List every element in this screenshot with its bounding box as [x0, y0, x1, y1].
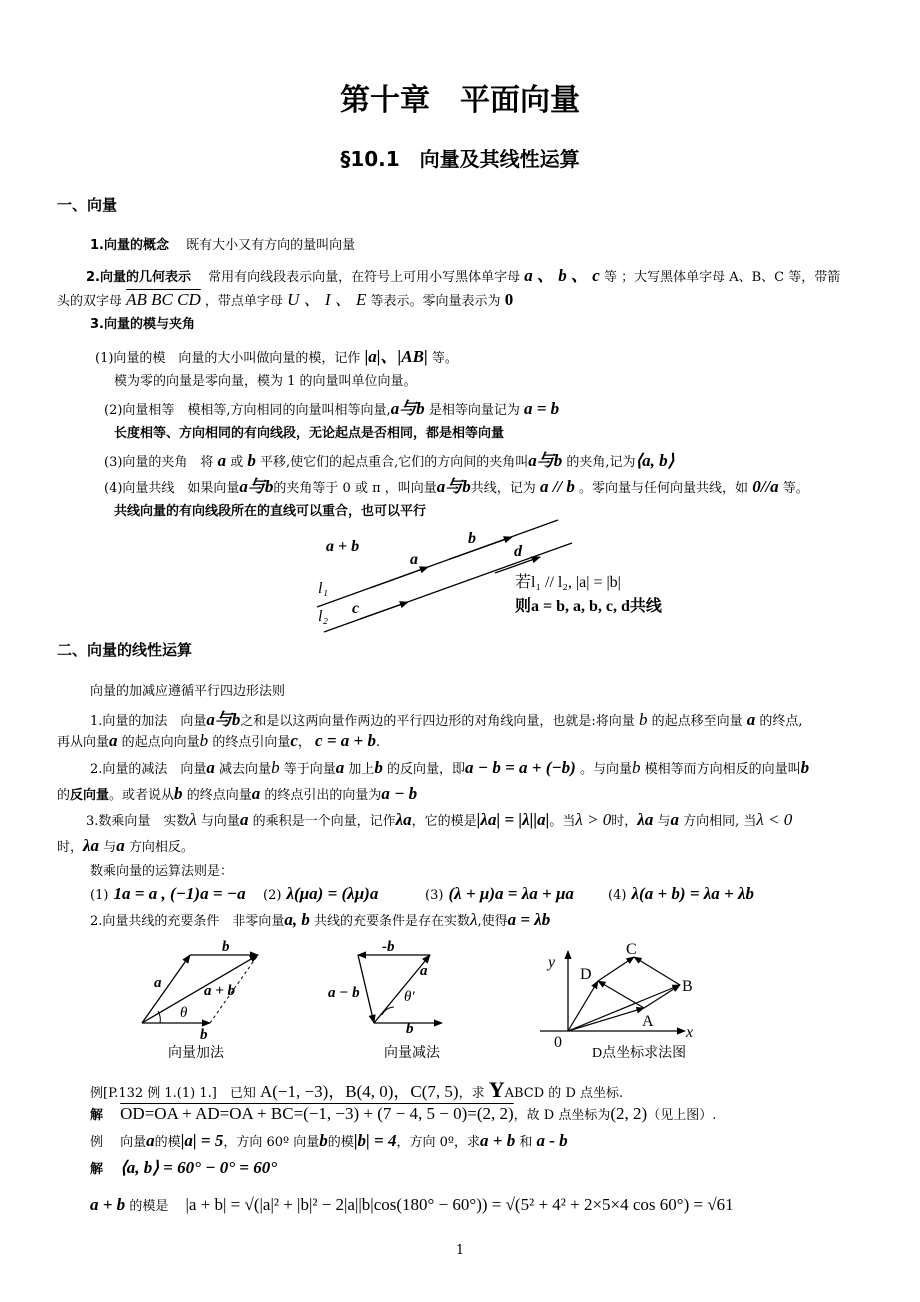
mod-line1: [95, 342, 458, 367]
ang-sym3: a与b: [528, 451, 563, 470]
eq-1-sym2: a = b: [523, 399, 560, 418]
ang-1: (3)向量的夹角 将: [104, 455, 214, 470]
rule1-num: (1): [90, 888, 109, 903]
add-2: 之和是以这两向量作两边的平行四边形的对角线向量，也就是:将向量: [240, 714, 635, 729]
subtraction-diagram: [328, 939, 442, 1061]
coordinate-diagram: [540, 941, 693, 1061]
geo-dotted: U 、 I 、 E: [287, 290, 367, 309]
sol3-sym: a + b: [90, 1195, 126, 1214]
mod-1-end: 等。: [431, 351, 458, 366]
sub-9: 的终点向量: [186, 788, 252, 803]
add-sym2: b: [638, 710, 648, 729]
sub-line1: [90, 758, 809, 778]
label-d: d: [514, 543, 522, 560]
sub-sym8: b: [174, 784, 183, 803]
label-a: a: [410, 551, 418, 568]
mod-heading: 3.向量的模与夹角: [90, 317, 195, 332]
col-1: (4)向量共线 如果向量: [104, 481, 240, 496]
rule4: λ(a + b) = λa + λb: [631, 884, 755, 903]
ex2-a: 向量: [120, 1135, 147, 1150]
mul-sym6: λa: [637, 810, 654, 829]
col-sym2: a与b: [436, 477, 471, 496]
cond-2: 共线的充要条件是存在实数: [314, 914, 471, 929]
heading-linear-ops: 二、向量的线性运算: [57, 641, 193, 659]
solution1-line: [90, 1104, 716, 1124]
add-sym4: a: [109, 731, 118, 750]
collinear-line: [104, 472, 809, 497]
sub-2: 减去向量: [219, 762, 272, 777]
concept-label: 1.向量的概念: [90, 238, 169, 253]
ex2-f: 和: [519, 1135, 533, 1150]
vector-BC: [634, 957, 680, 985]
add-line1: [90, 705, 803, 730]
add-1: 1.向量的加法 向量: [90, 714, 207, 729]
mul-sym5: λ > 0: [575, 810, 612, 829]
ex1-points: A(−1, −3)，B(4, 0)，C(7, 5): [259, 1082, 459, 1101]
mul-sym8: λ < 0: [756, 810, 793, 829]
mul-3: 的乘积是一个向量，记作: [252, 814, 396, 829]
rule4-num: (4): [608, 888, 627, 903]
eq-1-b: 是相等向量记为: [428, 403, 520, 418]
sub-3: 等于向量: [283, 762, 336, 777]
mul-1: 3.数乘向量 实数: [86, 814, 190, 829]
sub-label-amb: a − b: [328, 985, 360, 1001]
sub-5: 的反向量，即: [387, 762, 466, 777]
add-sym7: c = a + b: [315, 731, 376, 750]
geo-line2-a: 头的双字母: [57, 294, 123, 309]
ex2-d: 的模: [327, 1135, 354, 1150]
sol3-a: 的模是: [129, 1199, 169, 1214]
add-8: ，: [297, 735, 311, 750]
concept-line: [90, 234, 355, 253]
cond-sym1: a, b: [284, 910, 310, 929]
eq-line: [104, 394, 559, 419]
rule3-num: (3): [425, 888, 444, 903]
mul-8: 方向相同, 当: [683, 814, 757, 829]
vector-AD: [598, 981, 644, 1008]
col-4: 。零向量与任何向量共线，如: [579, 481, 749, 496]
mul-4: ，它的模是: [411, 814, 477, 829]
parallelogram-symbol: Y: [488, 1077, 505, 1102]
ang-sym2: b: [247, 451, 256, 470]
add-label-ab: a + b: [204, 983, 236, 999]
sub-sym9: a: [251, 784, 261, 803]
sub-label-mb: -b: [382, 939, 395, 955]
sol2-label: 解: [90, 1162, 104, 1177]
mul-sym7: a: [670, 810, 679, 829]
sub-sym7: b: [800, 758, 810, 777]
col-5: 等。: [782, 481, 809, 496]
add-sym5: b: [199, 731, 209, 750]
mul-2: 与向量: [200, 814, 240, 829]
mod-1-sym: |a|、|AB|: [364, 347, 428, 366]
ex1-a: 例[P.132 例 1.(1) 1.] 已知: [90, 1086, 256, 1101]
solution2-line: [90, 1158, 277, 1178]
section-title: §10.1 向量及其线性运算: [340, 147, 580, 171]
ex2-e: ，方向 0º，求: [396, 1135, 481, 1150]
coord-caption: D点坐标求法图: [592, 1046, 687, 1061]
sub-8a: 的: [57, 788, 71, 803]
mod-line2: 模为零的向量是零向量，模为 1 的向量叫单位向量。: [114, 374, 417, 389]
solution3-line: [90, 1195, 734, 1215]
label-x: x: [686, 1024, 694, 1041]
geo-pairs: AB BC CD: [126, 290, 201, 309]
ex2-label: 例: [90, 1135, 104, 1150]
rule2-num: (2): [263, 888, 282, 903]
add-label-a: a: [154, 975, 162, 991]
geo-line2-b: ，带点单字母: [204, 294, 283, 309]
ang-2: 或: [230, 455, 244, 470]
cond-3: ,使得: [477, 914, 508, 929]
mod-1: (1)向量的模 向量的大小叫做向量的模，记作: [95, 351, 361, 366]
ex2-sym3: b: [319, 1131, 328, 1150]
sub-sym1: a: [206, 758, 215, 777]
col-bold: 共线向量的有向线段所在的直线可以重合，也可以平行: [114, 504, 427, 519]
add-label-theta: θ: [180, 1005, 188, 1021]
cond-1: 2.向量共线的充要条件 非零向量: [90, 914, 285, 929]
chapter-title: 第十章 平面向量: [340, 83, 580, 118]
mul-9: 时，: [57, 840, 84, 855]
ex2-sym6: a - b: [536, 1131, 568, 1150]
sol2-eq: ⟨a, b⟩ = 60° − 0° = 60°: [120, 1158, 277, 1177]
add-5: 再从向量: [57, 735, 110, 750]
rule1: 1a = a , (−1)a = −a: [113, 884, 246, 903]
example2-line: [90, 1131, 568, 1151]
sub-6: 。与向量: [579, 762, 632, 777]
label-c: c: [352, 600, 360, 617]
mul-6: 时，: [611, 814, 638, 829]
label-l2: l₂: [318, 608, 329, 625]
concept-text: 既有大小又有方向的量叫向量: [186, 238, 356, 253]
sub-sym3: a: [335, 758, 345, 777]
angle-line: [104, 446, 674, 471]
ex1-b: ，求: [458, 1086, 485, 1101]
sub-8c: 。或者说从: [109, 788, 175, 803]
vector-b-arrow: [450, 537, 512, 559]
add-sym6: c: [290, 731, 298, 750]
geo-text2: 等 ；大写黑体单字母 A、B、C 等，带箭: [603, 270, 841, 285]
label-D: D: [580, 966, 592, 983]
geo-line1: [86, 261, 840, 286]
ex2-c: ，方向 60º 向量: [223, 1135, 320, 1150]
rule3-line: [425, 884, 574, 904]
intro-line: 向量的加减应遵循平行四边形法则: [90, 684, 286, 699]
sub-caption: 向量减法: [384, 1046, 440, 1061]
geo-text1: 常用有向线段表示向量，在符号上可用小写黑体单字母: [208, 270, 521, 285]
sol1-b: ，故 D 点坐标为: [513, 1108, 611, 1123]
add-label-b-top: b: [222, 939, 230, 955]
eq-1: (2)向量相等 模相等,方向相同的向量叫相等向量,: [104, 403, 391, 418]
mul-sym4: |λa| = |λ||a|: [476, 810, 550, 829]
label-B: B: [682, 978, 693, 995]
add-sym1: a与b: [206, 710, 241, 729]
label-b: b: [468, 530, 476, 547]
ex2-sym5: a + b: [480, 1131, 516, 1150]
sub-label-theta: θ′: [404, 989, 415, 1005]
rules-line: [90, 884, 246, 904]
geo-letters: a 、 b 、 c: [524, 266, 600, 285]
mul-5: 。当: [549, 814, 576, 829]
sol1-eq: OD=OA + AD=OA + BC=(−1, −3) + (7 − 4, 5 − 0)=(2, 2): [120, 1104, 514, 1123]
mul-11: 方向相反。: [128, 840, 194, 855]
ex1-c: ABCD 的 D 点坐标.: [504, 1086, 624, 1101]
sub-sym5: a − b = a + (−b): [465, 758, 576, 777]
label-y: y: [548, 954, 556, 971]
sub-sym4: b: [374, 758, 383, 777]
mul-line2: [57, 836, 194, 856]
page-number: 1: [455, 1243, 465, 1258]
vector-a-arrow: [370, 567, 428, 588]
ang-sym4: ⟨a, b⟩: [635, 451, 675, 470]
add-3: 的起点移至向量: [651, 714, 743, 729]
sub-line2: [57, 784, 417, 804]
sub-10: 的终点引出的向量为: [264, 788, 382, 803]
col-sym3: a // b: [539, 477, 575, 496]
vector-c-arrow: [360, 602, 408, 619]
add-4: 的终点,: [759, 714, 803, 729]
cond-line: [90, 910, 550, 930]
ex2-sym2: |a| = 5: [180, 1131, 224, 1150]
ang-sym1: a: [217, 451, 227, 470]
add-caption: 向量加法: [168, 1046, 224, 1061]
sub-sym2: b: [271, 758, 280, 777]
collinear-figure: [300, 515, 700, 635]
eq-bold: 长度相等、方向相同的有向线段，无论起点是否相同，都是相等向量: [114, 426, 505, 441]
mul-line1: [86, 810, 792, 830]
add-label-b-bot: b: [200, 1027, 208, 1043]
rule4-line: [608, 884, 754, 904]
vector-diagrams: [120, 935, 740, 1065]
sol1-sym: (2, 2): [610, 1104, 648, 1123]
rules-title: 数乘向量的运算法则是：: [90, 864, 234, 879]
label-l1: l₁: [318, 580, 329, 597]
ex2-sym1: a: [146, 1131, 155, 1150]
example1-line: [90, 1077, 623, 1103]
sub-8b: 反向量: [70, 788, 110, 803]
mul-sym2: a: [239, 810, 249, 829]
geo-line2: [57, 285, 513, 310]
vector-DC: [598, 957, 634, 981]
mul-sym3: λa: [395, 810, 412, 829]
add-sym3: a: [746, 710, 756, 729]
add-6: 的起点向向量: [121, 735, 200, 750]
ex2-b: 的模: [154, 1135, 181, 1150]
rule2-line: [263, 884, 378, 904]
sol1-c: （见上图）.: [647, 1108, 717, 1123]
geo-zero: 0: [504, 290, 514, 309]
add-line2: [57, 731, 380, 751]
geo-line2-c: 等表示。零向量表示为: [370, 294, 501, 309]
cond-sym3: a = λb: [507, 910, 551, 929]
col-sym4: 0//a: [752, 477, 779, 496]
sub-4: 加上: [348, 762, 375, 777]
sub-vector-diff: [358, 955, 374, 1023]
rule2: λ(μa) = (λμ)a: [286, 884, 379, 903]
add-7: 的终点引向量: [212, 735, 291, 750]
addition-diagram: [142, 939, 258, 1061]
col-sym1: a与b: [239, 477, 274, 496]
mul-10: 与: [103, 840, 117, 855]
condition-1: 若l₁ // l₂, |a| = |b|: [515, 574, 621, 591]
vector-AB: [644, 985, 680, 1008]
col-2: 的夹角等于 0 或 π ，叫向量: [273, 481, 437, 496]
rule3: (λ + μ)a = λa + μa: [448, 884, 574, 903]
col-3: 共线，记为: [470, 481, 536, 496]
mul-sym1: λ: [189, 810, 197, 829]
label-A: A: [642, 1013, 654, 1030]
sub-label-b: b: [406, 1021, 414, 1037]
eq-1-sym: a与b: [390, 399, 425, 418]
ang-3: 平移,使它们的起点重合,它们的方向间的夹角叫: [260, 455, 529, 470]
label-O: 0: [554, 1034, 562, 1051]
sub-label-a: a: [420, 963, 428, 979]
geo-label: 2.向量的几何表示: [86, 270, 191, 285]
ang-4: 的夹角,记为: [566, 455, 636, 470]
label-ab: a + b: [326, 538, 360, 555]
add-9: .: [375, 735, 381, 750]
heading-vectors: 一、向量: [57, 196, 118, 214]
cond-sym2: λ: [470, 910, 478, 929]
sub-7: 模相等而方向相反的向量叫: [644, 762, 801, 777]
mul-sym10: a: [116, 836, 125, 855]
mul-7: 与: [657, 814, 671, 829]
sub-1: 2.向量的减法 向量: [90, 762, 207, 777]
condition-2: 则a = b, a, b, c, d共线: [515, 598, 662, 615]
label-C: C: [626, 941, 637, 958]
sol1-label: 解: [90, 1108, 104, 1123]
sub-sym10: a − b: [381, 784, 418, 803]
sub-sym6: b: [632, 758, 641, 777]
mul-sym9: λa: [83, 836, 100, 855]
ex2-sym4: |b| = 4: [353, 1131, 397, 1150]
sol3-eq: |a + b| = √(|a|² + |b|² − 2|a||b|cos(180° − 60°)) = √(5² + 4² + 2×5×4 cos 60°) = √61: [185, 1195, 734, 1214]
vector-OB: [568, 985, 680, 1031]
